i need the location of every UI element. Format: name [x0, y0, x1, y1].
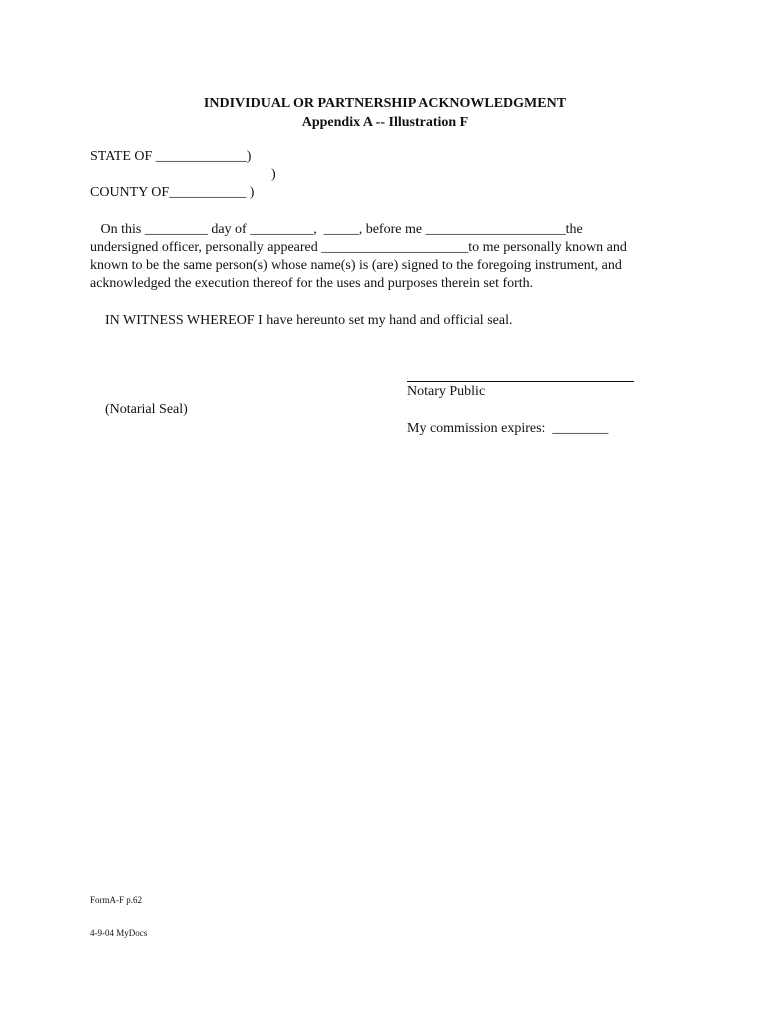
commission-expires-line: My commission expires: ________	[407, 421, 609, 436]
paragraph-line-2: undersigned officer, personally appeared _____________________to me personally known and	[90, 240, 627, 255]
notary-public-label: Notary Public	[407, 384, 486, 399]
notary-signature-line	[407, 381, 634, 382]
acknowledgment-paragraph	[90, 221, 690, 293]
footer-doc-ref: 4-9-04 MyDocs	[90, 928, 148, 938]
county-of-line: COUNTY OF___________ )	[90, 185, 255, 200]
paragraph-line-4: acknowledged the execution thereof for the uses and purposes therein set forth.	[90, 276, 534, 291]
state-of-line: STATE OF _____________)	[90, 149, 252, 164]
document-footer	[90, 873, 147, 961]
title-block	[0, 94, 770, 132]
document-title: INDIVIDUAL OR PARTNERSHIP ACKNOWLEDGMENT	[203, 96, 567, 111]
witness-clause: IN WITNESS WHEREOF I have hereunto set my hand and official seal.	[105, 313, 513, 328]
paragraph-line-3: known to be the same person(s) whose name(s) is (are) signed to the foregoing instrument, and	[90, 258, 622, 273]
document-subtitle: Appendix A -- Illustration F	[301, 115, 469, 130]
venue-paren-line: )	[271, 167, 276, 182]
paragraph-line-1: On this _________ day of _________, _____, before me ____________________the	[90, 222, 583, 237]
footer-form-ref: FormA-F p.62	[90, 895, 143, 905]
notarial-seal-label: (Notarial Seal)	[105, 402, 188, 417]
